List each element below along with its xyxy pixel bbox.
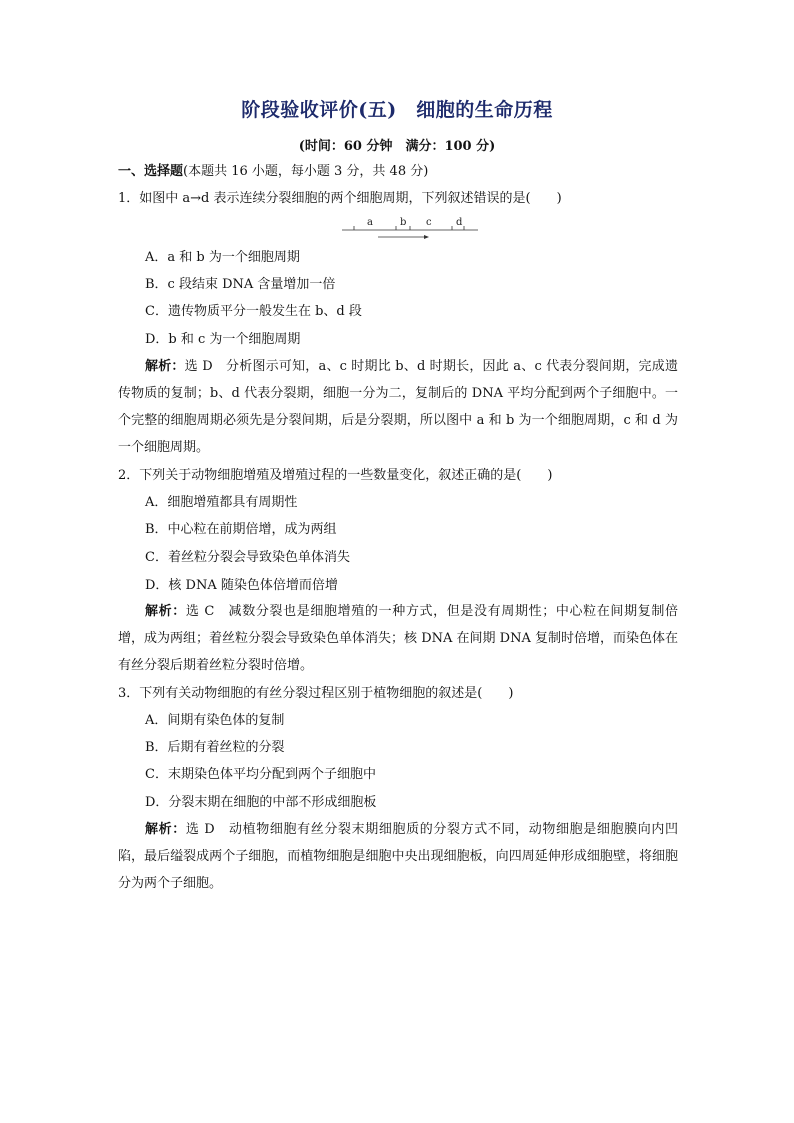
section-note: (本题共 16 小题，每小题 3 分，共 48 分) bbox=[183, 164, 429, 179]
q2-option-c: C．着丝粒分裂会导致染色单体消失 bbox=[145, 550, 350, 565]
q2-option-b: B．中心粒在前期倍增，成为两组 bbox=[145, 522, 337, 537]
q3-option-d: D．分裂末期在细胞的中部不形成细胞板 bbox=[145, 795, 377, 810]
q1-option-a: A．a 和 b 为一个细胞周期 bbox=[145, 250, 300, 265]
q1-analysis bbox=[118, 353, 678, 461]
q3-analysis bbox=[118, 816, 678, 897]
q1-analysis-text: 选 D 分析图示可知，a、c 时期比 b、d 时期长，因此 a、c 代表分裂间期，完成遗传物质的复制；b、d 代表分裂期，细胞一分为二，复制后的 DNA 平均分配到两个子细胞中。一个完整的细胞周期必须先是分裂间期，后是分裂期，所以图中 a 和 b 为一个细胞周期，c 和 d 为一个细胞周期。 bbox=[118, 359, 678, 455]
segment-label-b: b bbox=[400, 217, 407, 228]
q3-option-b: B．后期有着丝粒的分裂 bbox=[145, 740, 285, 755]
q1-option-c: C．遗传物质平分一般发生在 b、d 段 bbox=[145, 304, 362, 319]
q2-option-a: A．细胞增殖都具有周期性 bbox=[145, 495, 298, 510]
segment-label-d: d bbox=[456, 217, 463, 228]
q3-option-c: C．末期染色体平均分配到两个子细胞中 bbox=[145, 767, 376, 782]
q2-stem: 2．下列关于动物细胞增殖及增殖过程的一些数量变化，叙述正确的是( ) bbox=[118, 468, 553, 483]
q3-option-a: A．间期有染色体的复制 bbox=[145, 713, 285, 728]
q1-stem: 1．如图中 a→d 表示连续分裂细胞的两个细胞周期，下列叙述错误的是( ) bbox=[118, 191, 562, 206]
section-heading bbox=[118, 162, 428, 182]
q2-option-d: D．核 DNA 随染色体倍增而倍增 bbox=[145, 578, 338, 593]
q2-analysis bbox=[118, 598, 678, 679]
time-score-note: (时间：60 分钟 满分：100 分) bbox=[298, 139, 496, 154]
page-title: 阶段验收评价(五) 细胞的生命历程 bbox=[241, 99, 553, 121]
q2-analysis-text: 选 C 减数分裂也是细胞增殖的一种方式，但是没有周期性；中心粒在间期复制倍增，成为两组；着丝粒分裂会导致染色单体消失；核 DNA 在间期 DNA 复制时倍增，而染色体在有丝分裂后期着丝粒分裂时倍增。 bbox=[118, 604, 678, 673]
q3-analysis-label: 解析： bbox=[145, 822, 186, 837]
cell-cycle-diagram bbox=[340, 213, 480, 243]
section-title: 一、选择题 bbox=[118, 164, 184, 179]
q3-stem: 3．下列有关动物细胞的有丝分裂过程区别于植物细胞的叙述是( ) bbox=[118, 686, 514, 701]
q1-option-b: B．c 段结束 DNA 含量增加一倍 bbox=[145, 277, 336, 292]
q2-analysis-label: 解析： bbox=[145, 604, 186, 619]
q1-option-d: D．b 和 c 为一个细胞周期 bbox=[145, 332, 301, 347]
segment-label-c: c bbox=[426, 217, 432, 228]
segment-label-a: a bbox=[367, 217, 373, 228]
q3-analysis-text: 选 D 动植物细胞有丝分裂末期细胞质的分裂方式不同，动物细胞是细胞膜向内凹陷，最后缢裂成两个子细胞，而植物细胞是细胞中央出现细胞板，向四周延伸形成细胞壁，将细胞分为两个子细胞。 bbox=[118, 822, 678, 891]
direction-arrow-head bbox=[424, 235, 429, 239]
q1-analysis-label: 解析： bbox=[145, 359, 185, 374]
